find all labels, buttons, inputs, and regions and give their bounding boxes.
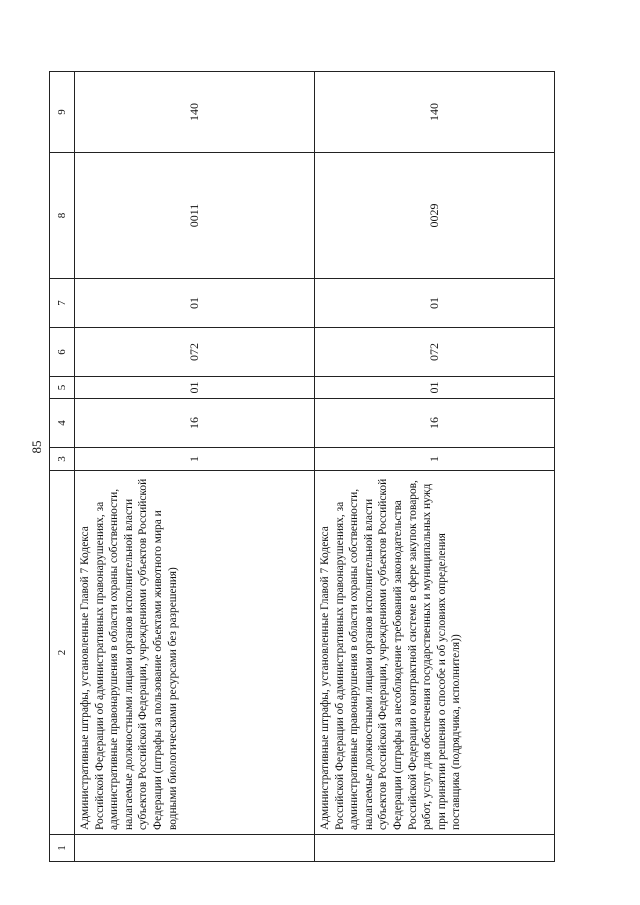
code-cell: 01 xyxy=(75,279,315,328)
code-cell: 16 xyxy=(75,399,315,448)
row-number-cell xyxy=(315,835,555,862)
header-cell: 2 xyxy=(50,471,75,835)
table-container xyxy=(49,72,539,862)
header-cell: 3 xyxy=(50,448,75,471)
header-cell: 6 xyxy=(50,328,75,377)
code-cell: 140 xyxy=(75,72,315,153)
row-number-cell xyxy=(75,835,315,862)
code-cell: 01 xyxy=(75,377,315,399)
code-cell: 01 xyxy=(315,377,555,399)
code-cell: 1 xyxy=(315,448,555,471)
code-cell: 140 xyxy=(315,72,555,153)
code-cell: 072 xyxy=(75,328,315,377)
code-cell: 0029 xyxy=(315,153,555,279)
page-number: 85 xyxy=(29,440,44,454)
code-cell: 1 xyxy=(75,448,315,471)
header-cell: 4 xyxy=(50,399,75,448)
code-cell: 16 xyxy=(315,399,555,448)
budget-code-table xyxy=(49,71,555,862)
table-header-row xyxy=(50,72,75,862)
table-row xyxy=(75,72,315,862)
table-row xyxy=(315,72,555,862)
header-cell: 7 xyxy=(50,279,75,328)
header-cell: 8 xyxy=(50,153,75,279)
code-cell: 0011 xyxy=(75,153,315,279)
description-cell: Административные штрафы, установленные Главой 7 Кодекса Российской Федерации об административных правонарушениях, за административные правонарушения в области охраны собственности, налагаемые должностными лицами органов исполнительной власти субъектов Российской Федерации, учреждениями субъектов Российской Федерации (штрафы за несоблюдение требований законодательства Российской Федерации о контрактной системе в сфере закупок товаров, работ, услуг для обеспечения государственных и муниципальных нужд при принятии решения о способе и об условиях определения поставщика (подрядчика, исполнителя)) xyxy=(315,471,555,835)
header-cell: 5 xyxy=(50,377,75,399)
code-cell: 01 xyxy=(315,279,555,328)
header-cell: 1 xyxy=(50,835,75,862)
header-cell: 9 xyxy=(50,72,75,153)
code-cell: 072 xyxy=(315,328,555,377)
description-cell: Административные штрафы, установленные Главой 7 Кодекса Российской Федерации об административных правонарушениях, за административные правонарушения в области охраны собственности, налагаемые должностными лицами органов исполнительной власти субъектов Российской Федерации, учреждениями субъектов Российской Федерации (штрафы за пользование объектами животного мира и водными биологическими ресурсами без разрешения) xyxy=(75,471,315,835)
